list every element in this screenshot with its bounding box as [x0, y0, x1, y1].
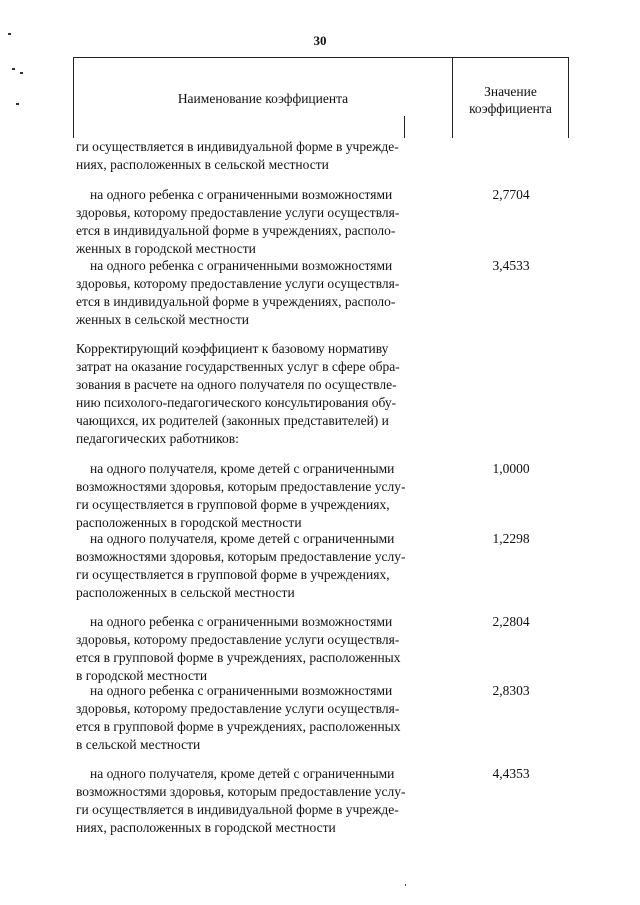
row-value: 2,7704 [492, 187, 530, 202]
row-text-line: возможностями здоровья, которым предоставление услу- [76, 549, 406, 564]
row-text-line: ги осуществляется в индивидуальной форме в учрежде- [76, 802, 399, 817]
scan-speck [8, 33, 11, 35]
row-text-line: на одного ребенка с ограниченными возможностями [90, 683, 393, 698]
row-text-line: расположенных в сельской местности [76, 585, 295, 600]
row-text-line: чающихся, их родителей (законных представителей) и [76, 413, 389, 428]
table-row [76, 530, 449, 602]
header-coefficient-value [453, 83, 568, 117]
row-text-line: нию психолого-педагогического консультирования обу- [76, 395, 397, 410]
row-text-line: ги осуществляется в групповой форме в учреждениях, [76, 567, 390, 582]
row-text-line: на одного ребенка с ограниченными возможностями [90, 614, 393, 629]
row-text-line: педагогических работников: [76, 431, 239, 446]
row-text-line: на одного получателя, кроме детей с ограниченными [90, 461, 395, 476]
row-text-line: расположенных в городской местности [76, 515, 302, 530]
row-text-line: в городской местности [76, 668, 208, 683]
header-value-line2: коэффициента [469, 101, 552, 116]
row-text-line: зования в расчете на одного получателя по осуществле- [76, 377, 397, 392]
row-text-line: женных в сельской местности [76, 312, 249, 327]
row-text-line: на одного получателя, кроме детей с ограниченными [90, 531, 395, 546]
row-value: 1,0000 [492, 461, 530, 476]
table-row [76, 257, 449, 329]
table-row [76, 765, 449, 837]
row-text-line: ги осуществляется в групповой форме в учреждениях, [76, 497, 390, 512]
row-text-line: ниях, расположенных в городской местности [76, 820, 336, 835]
header-coefficient-name: Наименование коэффициента [177, 91, 349, 106]
row-value: 1,2298 [492, 531, 530, 546]
row-text-line: ется в групповой форме в учреждениях, расположенных [76, 650, 401, 665]
row-text-line: Корректирующий коэффициент к базовому нормативу [76, 341, 389, 356]
table-row [76, 613, 449, 685]
table-row [76, 682, 449, 754]
row-text-line: в сельской местности [76, 737, 201, 752]
table-row [76, 138, 449, 174]
table-row [76, 460, 449, 532]
section-paragraph [76, 340, 449, 448]
scan-speck [12, 68, 15, 70]
header-value-line1: Значение [484, 84, 537, 99]
row-text-line: женных в городской местности [76, 241, 256, 256]
row-text-line: ги осуществляется в индивидуальной форме в учрежде- [76, 139, 399, 154]
row-text-line: здоровья, которому предоставление услуги осуществля- [76, 701, 400, 716]
row-text-line: ется в индивидуальной форме в учреждениях, располо- [76, 223, 396, 238]
scan-speck [20, 72, 23, 74]
header-tick-mark [404, 116, 405, 138]
row-text-line: здоровья, которому предоставление услуги осуществля- [76, 205, 400, 220]
page-number: 30 [313, 33, 327, 48]
row-text-line: ниях, расположенных в сельской местности [76, 157, 329, 172]
table-row [76, 186, 449, 258]
row-text-line: возможностями здоровья, которым предоставление услу- [76, 784, 406, 799]
scan-speck [16, 103, 19, 105]
row-text-line: здоровья, которому предоставление услуги осуществля- [76, 632, 400, 647]
row-text-line: здоровья, которому предоставление услуги осуществля- [76, 276, 400, 291]
row-text-line: ется в групповой форме в учреждениях, расположенных [76, 719, 401, 734]
row-value: 4,4353 [492, 766, 530, 781]
table-header [73, 57, 569, 138]
row-value: 3,4533 [492, 258, 530, 273]
row-text-line: на одного ребенка с ограниченными возможностями [90, 187, 393, 202]
scan-speck [405, 884, 406, 886]
row-text-line: на одного получателя, кроме детей с ограниченными [90, 766, 395, 781]
row-value: 2,8303 [492, 683, 530, 698]
row-text-line: на одного ребенка с ограниченными возможностями [90, 258, 393, 273]
row-text-line: ется в индивидуальной форме в учреждениях, располо- [76, 294, 396, 309]
row-text-line: затрат на оказание государственных услуг в сфере обра- [76, 359, 400, 374]
row-value: 2,2804 [492, 614, 530, 629]
row-text-line: возможностями здоровья, которым предоставление услу- [76, 479, 406, 494]
